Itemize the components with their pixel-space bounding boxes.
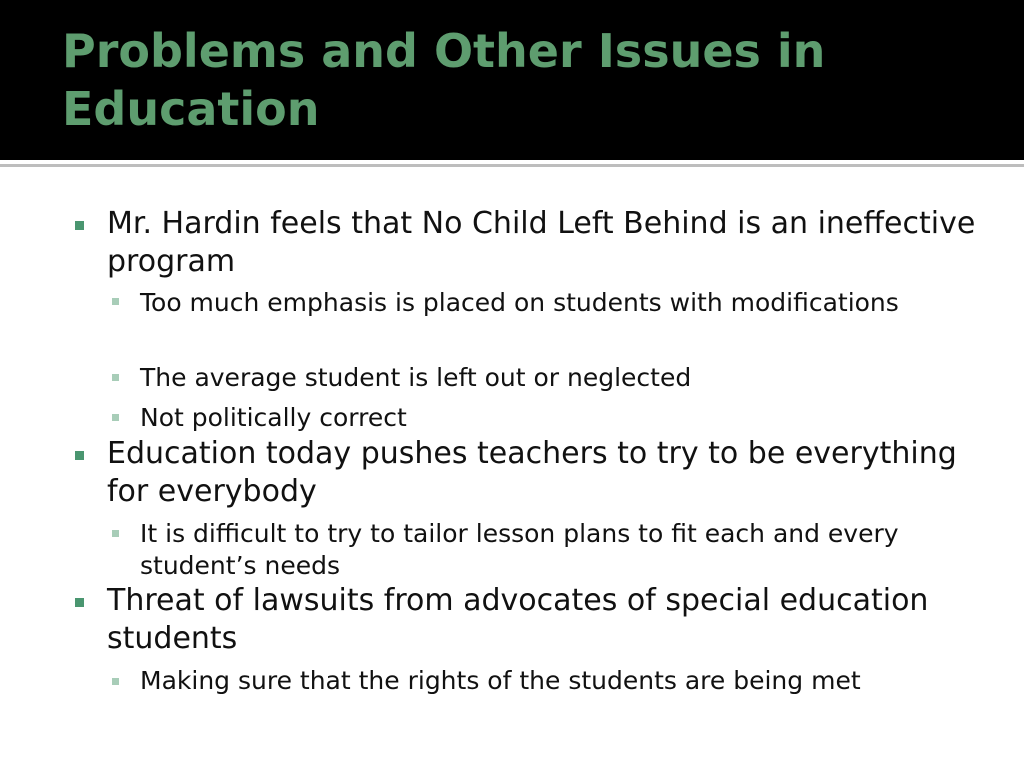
square-bullet-icon	[75, 451, 84, 460]
square-bullet-icon	[75, 598, 84, 607]
square-bullet-icon	[112, 374, 119, 381]
square-bullet-icon	[112, 530, 119, 537]
square-bullet-icon	[112, 678, 119, 685]
bullet-2-text: Education today pushes teachers to try to be everything for everybody	[107, 436, 957, 509]
square-bullet-icon	[112, 298, 119, 305]
square-bullet-icon	[112, 414, 119, 421]
slide-title: Problems and Other Issues in Education	[62, 24, 826, 136]
bullet-2-sub-1-text: It is difficult to try to tailor lesson plans to fit each and every student’s needs	[140, 519, 899, 580]
bullet-1-sub-3-text: Not politically correct	[140, 403, 407, 432]
square-bullet-icon	[75, 221, 84, 230]
bullet-3-text: Threat of lawsuits from advocates of special education students	[107, 583, 929, 656]
bullet-1-sub-2-text: The average student is left out or neglected	[140, 363, 692, 392]
bullet-1-sub-1-text: Too much emphasis is placed on students with modifications	[140, 288, 899, 317]
bullet-3-sub-1-text: Making sure that the rights of the students are being met	[140, 666, 861, 695]
bullet-1-text: Mr. Hardin feels that No Child Left Behind is an ineffective program	[107, 206, 976, 279]
